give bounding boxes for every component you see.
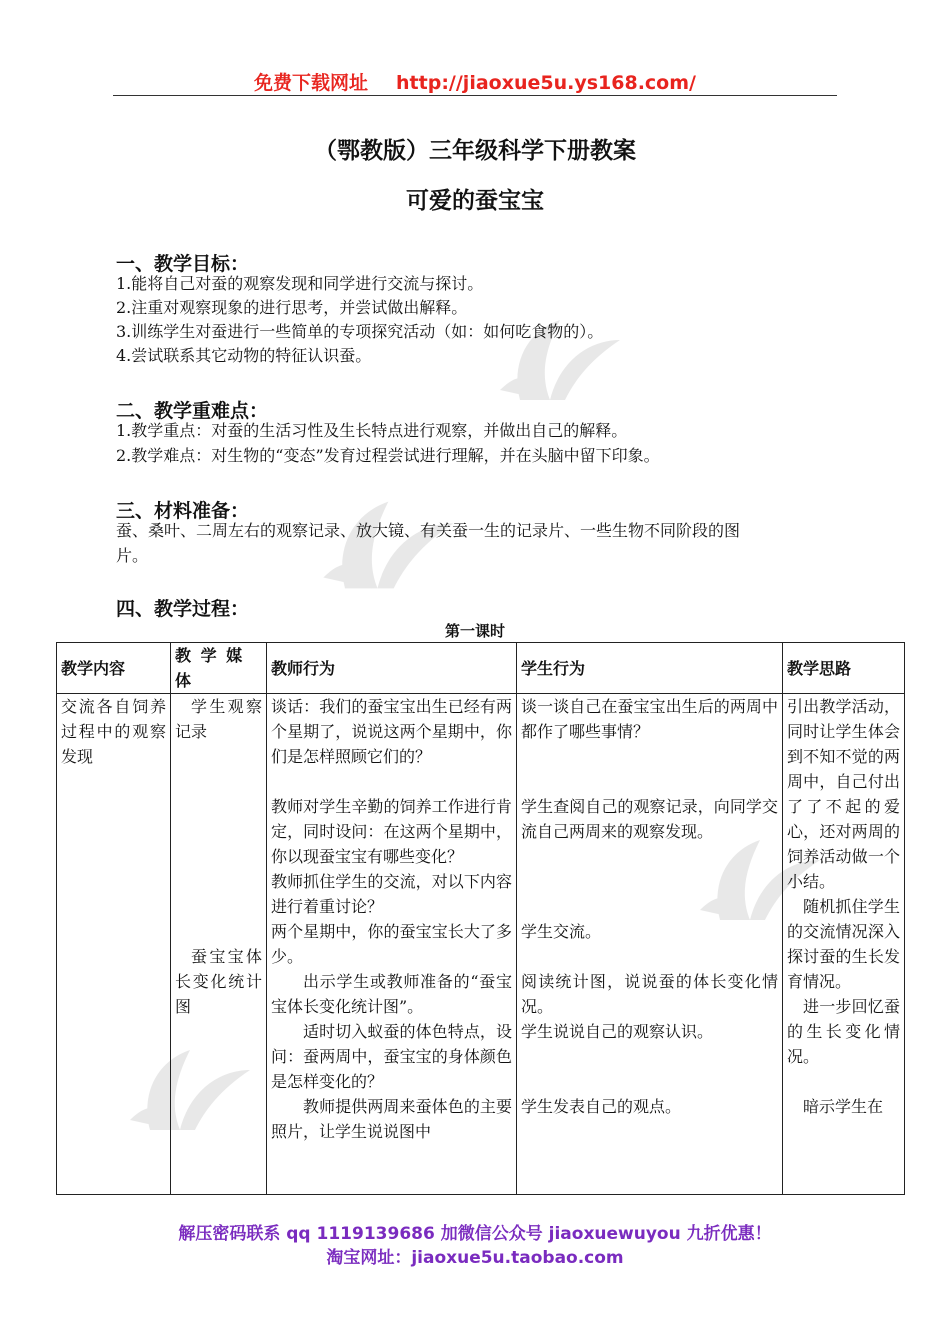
footer-contact: 解压密码联系 qq 1119139686 加微信公众号 jiaoxuewuyou 九折优惠！ bbox=[178, 1224, 772, 1244]
goal-item: 2.注重对观察现象的进行思考，并尝试做出解释。 bbox=[116, 298, 468, 317]
student-item: 学生查阅自己的观察记录，向同学交流自己两周来的观察发现。 bbox=[521, 797, 778, 841]
student-item: 学生发表自己的观点。 bbox=[521, 1097, 682, 1116]
teacher-item: 谈话：我们的蚕宝宝出生已经有两个星期了，说说这两个星期中，你们是怎样照顾它们的？ bbox=[271, 697, 512, 766]
teacher-item: 适时切入蚁蚕的体色特点，设问：蚕两周中，蚕宝宝的身体颜色是怎样变化的？ bbox=[271, 1022, 512, 1091]
student-item: 学生说说自己的观察认识。 bbox=[521, 1022, 714, 1041]
thinking-item: 随机抓住学生的交流情况深入探讨蚕的生长发育情况。 bbox=[787, 897, 900, 991]
materials-line: 片。 bbox=[116, 546, 149, 565]
teacher-item: 出示学生或教师准备的“蚕宝宝体长变化统计图”。 bbox=[271, 972, 512, 1016]
section-heading-keypoints: 二、教学重难点： bbox=[116, 400, 269, 422]
goal-item: 1.能将自己对蚕的观察发现和同学进行交流与探讨。 bbox=[116, 274, 484, 293]
student-item: 谈一谈自己在蚕宝宝出生后的两周中都作了哪些事情？ bbox=[521, 697, 778, 741]
lesson-label: 第一课时 bbox=[444, 622, 505, 640]
lesson-plan-table bbox=[56, 642, 905, 1195]
keypoint-item: 2.教学难点：对生物的“变态”发育过程尝试进行理解，并在头脑中留下印象。 bbox=[116, 446, 660, 465]
student-item: 学生交流。 bbox=[521, 922, 602, 941]
thinking-item: 引出教学活动，同时让学生体会到不知不觉的两周中，自己付出了了不起的爱心，还对两周的饲养活动做一个小结。 bbox=[787, 697, 900, 891]
header-thinking: 教学思路 bbox=[783, 643, 905, 694]
content-text: 交流各自饲养过程中的观察发现 bbox=[61, 697, 166, 766]
table-row bbox=[57, 694, 905, 1195]
document-subtitle: 可爱的蚕宝宝 bbox=[406, 187, 544, 214]
document-title: （鄂教版）三年级科学下册教案 bbox=[314, 137, 636, 164]
media-item: 蚕宝宝体长变化统计图 bbox=[175, 947, 262, 1016]
footer-shop-link[interactable]: 淘宝网址：jiaoxue5u.taobao.com bbox=[326, 1248, 624, 1268]
materials-line: 蚕、桑叶、二周左右的观察记录、放大镜、有关蚕一生的记录片、一些生物不同阶段的图 bbox=[116, 521, 741, 540]
section-heading-materials: 三、材料准备： bbox=[116, 500, 250, 522]
header-divider bbox=[113, 95, 837, 96]
teacher-cell bbox=[267, 694, 517, 1195]
table-header-row bbox=[57, 643, 905, 694]
section-heading-goals: 一、教学目标： bbox=[116, 253, 250, 275]
download-header bbox=[0, 68, 950, 95]
media-item: 学生观察记录 bbox=[175, 697, 262, 741]
thinking-item: 进一步回忆蚕的生长变化情况。 bbox=[787, 997, 900, 1066]
goal-item: 4.尝试联系其它动物的特征认识蚕。 bbox=[116, 346, 372, 365]
thinking-cell bbox=[783, 694, 905, 1195]
keypoint-item: 1.教学重点：对蚕的生活习性及生长特点进行观察，并做出自己的解释。 bbox=[116, 421, 628, 440]
content-cell bbox=[57, 694, 171, 1195]
student-item: 阅读统计图，说说蚕的体长变化情况。 bbox=[521, 972, 778, 1016]
thinking-item: 暗示学生在 bbox=[803, 1097, 884, 1116]
student-cell bbox=[517, 694, 783, 1195]
header-label: 免费下载网址 bbox=[254, 72, 369, 94]
header-url-link[interactable]: http://jiaoxue5u.ys168.com/ bbox=[396, 72, 696, 94]
teacher-item: 教师对学生辛勤的饲养工作进行肯定，同时设问：在这两个星期中，你以现蚕宝宝有哪些变化？ bbox=[271, 797, 512, 866]
header-content: 教学内容 bbox=[57, 643, 171, 694]
header-media: 教 学 媒 体 bbox=[171, 643, 267, 694]
teacher-item: 教师提供两周来蚕体色的主要照片，让学生说说图中 bbox=[271, 1097, 512, 1141]
teacher-item: 教师抓住学生的交流，对以下内容进行着重讨论？ bbox=[271, 872, 512, 916]
header-student: 学生行为 bbox=[517, 643, 783, 694]
goal-item: 3.训练学生对蚕进行一些简单的专项探究活动（如：如何吃食物的）。 bbox=[116, 322, 604, 341]
media-cell bbox=[171, 694, 267, 1195]
section-heading-process: 四、教学过程： bbox=[116, 598, 250, 620]
teacher-item: 两个星期中，你的蚕宝宝长大了多少。 bbox=[271, 922, 512, 966]
header-teacher: 教师行为 bbox=[267, 643, 517, 694]
